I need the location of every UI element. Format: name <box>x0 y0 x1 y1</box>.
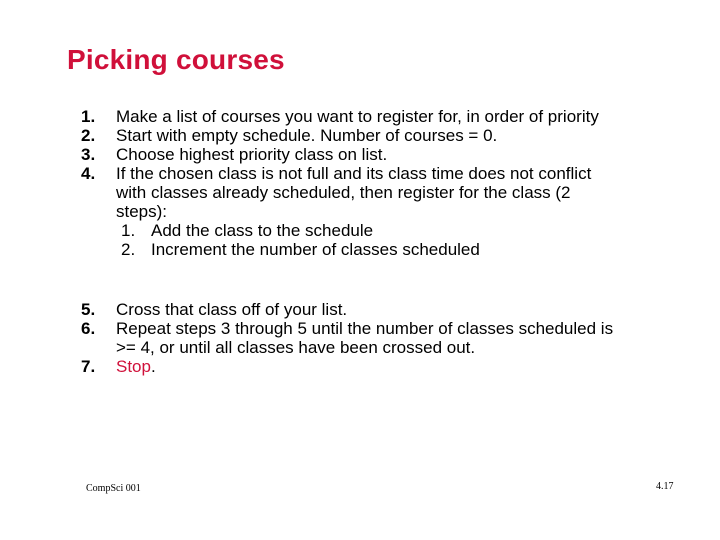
substep-number: 2. <box>121 240 136 259</box>
substep-text: Add the class to the schedule <box>151 221 374 240</box>
step-text: steps): <box>116 202 168 221</box>
step-number: 6. <box>81 319 96 338</box>
step-number: 4. <box>81 164 96 183</box>
step-text: Cross that class off of your list. <box>116 300 348 319</box>
step-text <box>116 357 156 376</box>
step-text: If the chosen class is not full and its class time does not conflict <box>116 164 592 183</box>
step-number: 7. <box>81 357 96 376</box>
step-number: 1. <box>81 107 96 126</box>
substep-number: 1. <box>121 221 136 240</box>
step-text: Choose highest priority class on list. <box>116 145 388 164</box>
step-number: 2. <box>81 126 96 145</box>
step-text: Start with empty schedule. Number of courses = 0. <box>116 126 498 145</box>
step-text: Repeat steps 3 through 5 until the number of classes scheduled is <box>116 319 614 338</box>
step-number: 3. <box>81 145 96 164</box>
substep-item <box>121 221 373 240</box>
substep-text: Increment the number of classes scheduled <box>151 240 480 259</box>
step-text: with classes already scheduled, then register for the class (2 <box>116 183 571 202</box>
footer-course-label: CompSci 001 <box>86 483 141 494</box>
stop-word: Stop <box>116 357 151 376</box>
step-number: 5. <box>81 300 96 319</box>
step-text: Make a list of courses you want to register for, in order of priority <box>116 107 599 126</box>
stop-punctuation: . <box>150 357 156 376</box>
step-text: >= 4, or until all classes have been crossed out. <box>116 338 476 357</box>
page-title: Picking courses <box>67 44 285 75</box>
substep-item <box>121 240 480 259</box>
footer-page-number: 4.17 <box>656 481 674 492</box>
